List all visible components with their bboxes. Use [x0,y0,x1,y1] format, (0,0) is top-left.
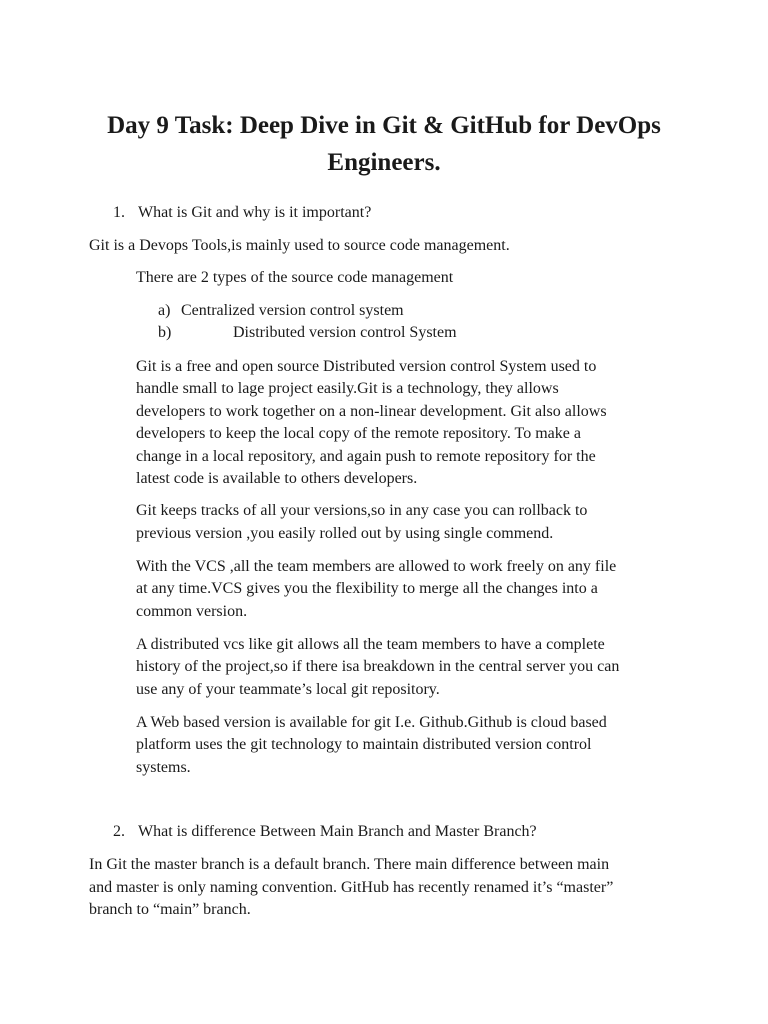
paragraph-1-line-6: latest code is available to others developers. [136,470,418,487]
title-line-2: Engineers. [327,149,441,176]
types-intro: There are 2 types of the source code management [136,269,454,286]
page-title [60,107,708,181]
list-text-a: Centralized version control system [181,302,404,319]
paragraph-2-line-2: previous version ,you easily rolled out by using single commend. [136,525,554,542]
list-item-b [158,322,457,345]
paragraph-4-line-3: use any of your teammate’s local git repository. [136,681,440,698]
paragraph-5-line-2: platform uses the git technology to maintain distributed version control [136,736,592,753]
paragraph-3-line-3: common version. [136,603,248,620]
paragraph-4-line-2: history of the project,so if there isa breakdown in the central server you can [136,658,620,675]
paragraph-1-line-4: developers to keep the local copy of the remote repository. To make a [136,425,581,442]
paragraph-2-line-1: Git keeps tracks of all your versions,so in any case you can rollback to [136,502,588,519]
paragraph-3-line-2: at any time.VCS gives you the flexibility to merge all the changes into a [136,580,598,597]
list-item-a [158,300,404,323]
question-2-number: 2. [113,823,125,840]
answer-2-line-3: branch to “main” branch. [89,901,251,918]
answer-2-line-2: and master is only naming convention. GitHub has recently renamed it’s “master” [89,879,614,896]
question-2 [113,821,537,844]
list-marker-b: b) [158,324,172,341]
list-marker-a: a) [158,302,171,319]
question-1-text: What is Git and why is it important? [138,204,372,221]
question-1 [113,202,371,225]
paragraph-1-line-1: Git is a free and open source Distributed version control System used to [136,358,597,375]
list-text-b: Distributed version control System [233,324,457,341]
paragraph-5-line-3: systems. [136,759,191,776]
paragraph-4-line-1: A distributed vcs like git allows all the team members to have a complete [136,636,605,653]
question-1-number: 1. [113,204,125,221]
paragraph-1-line-2: handle small to lage project easily.Git is a technology, they allows [136,380,559,397]
paragraph-1-line-3: developers to work together on a non-linear development. Git also allows [136,403,607,420]
answer-2-line-1: In Git the master branch is a default branch. There main difference between main [89,856,610,873]
intro-text: Git is a Devops Tools,is mainly used to source code management. [89,237,510,254]
question-2-text: What is difference Between Main Branch and Master Branch? [138,823,537,840]
paragraph-3-line-1: With the VCS ,all the team members are allowed to work freely on any file [136,558,617,575]
paragraph-5-line-1: A Web based version is available for git I.e. Github.Github is cloud based [136,714,607,731]
paragraph-1-line-5: change in a local repository, and again push to remote repository for the [136,448,596,465]
title-line-1: Day 9 Task: Deep Dive in Git & GitHub for DevOps [107,112,661,139]
